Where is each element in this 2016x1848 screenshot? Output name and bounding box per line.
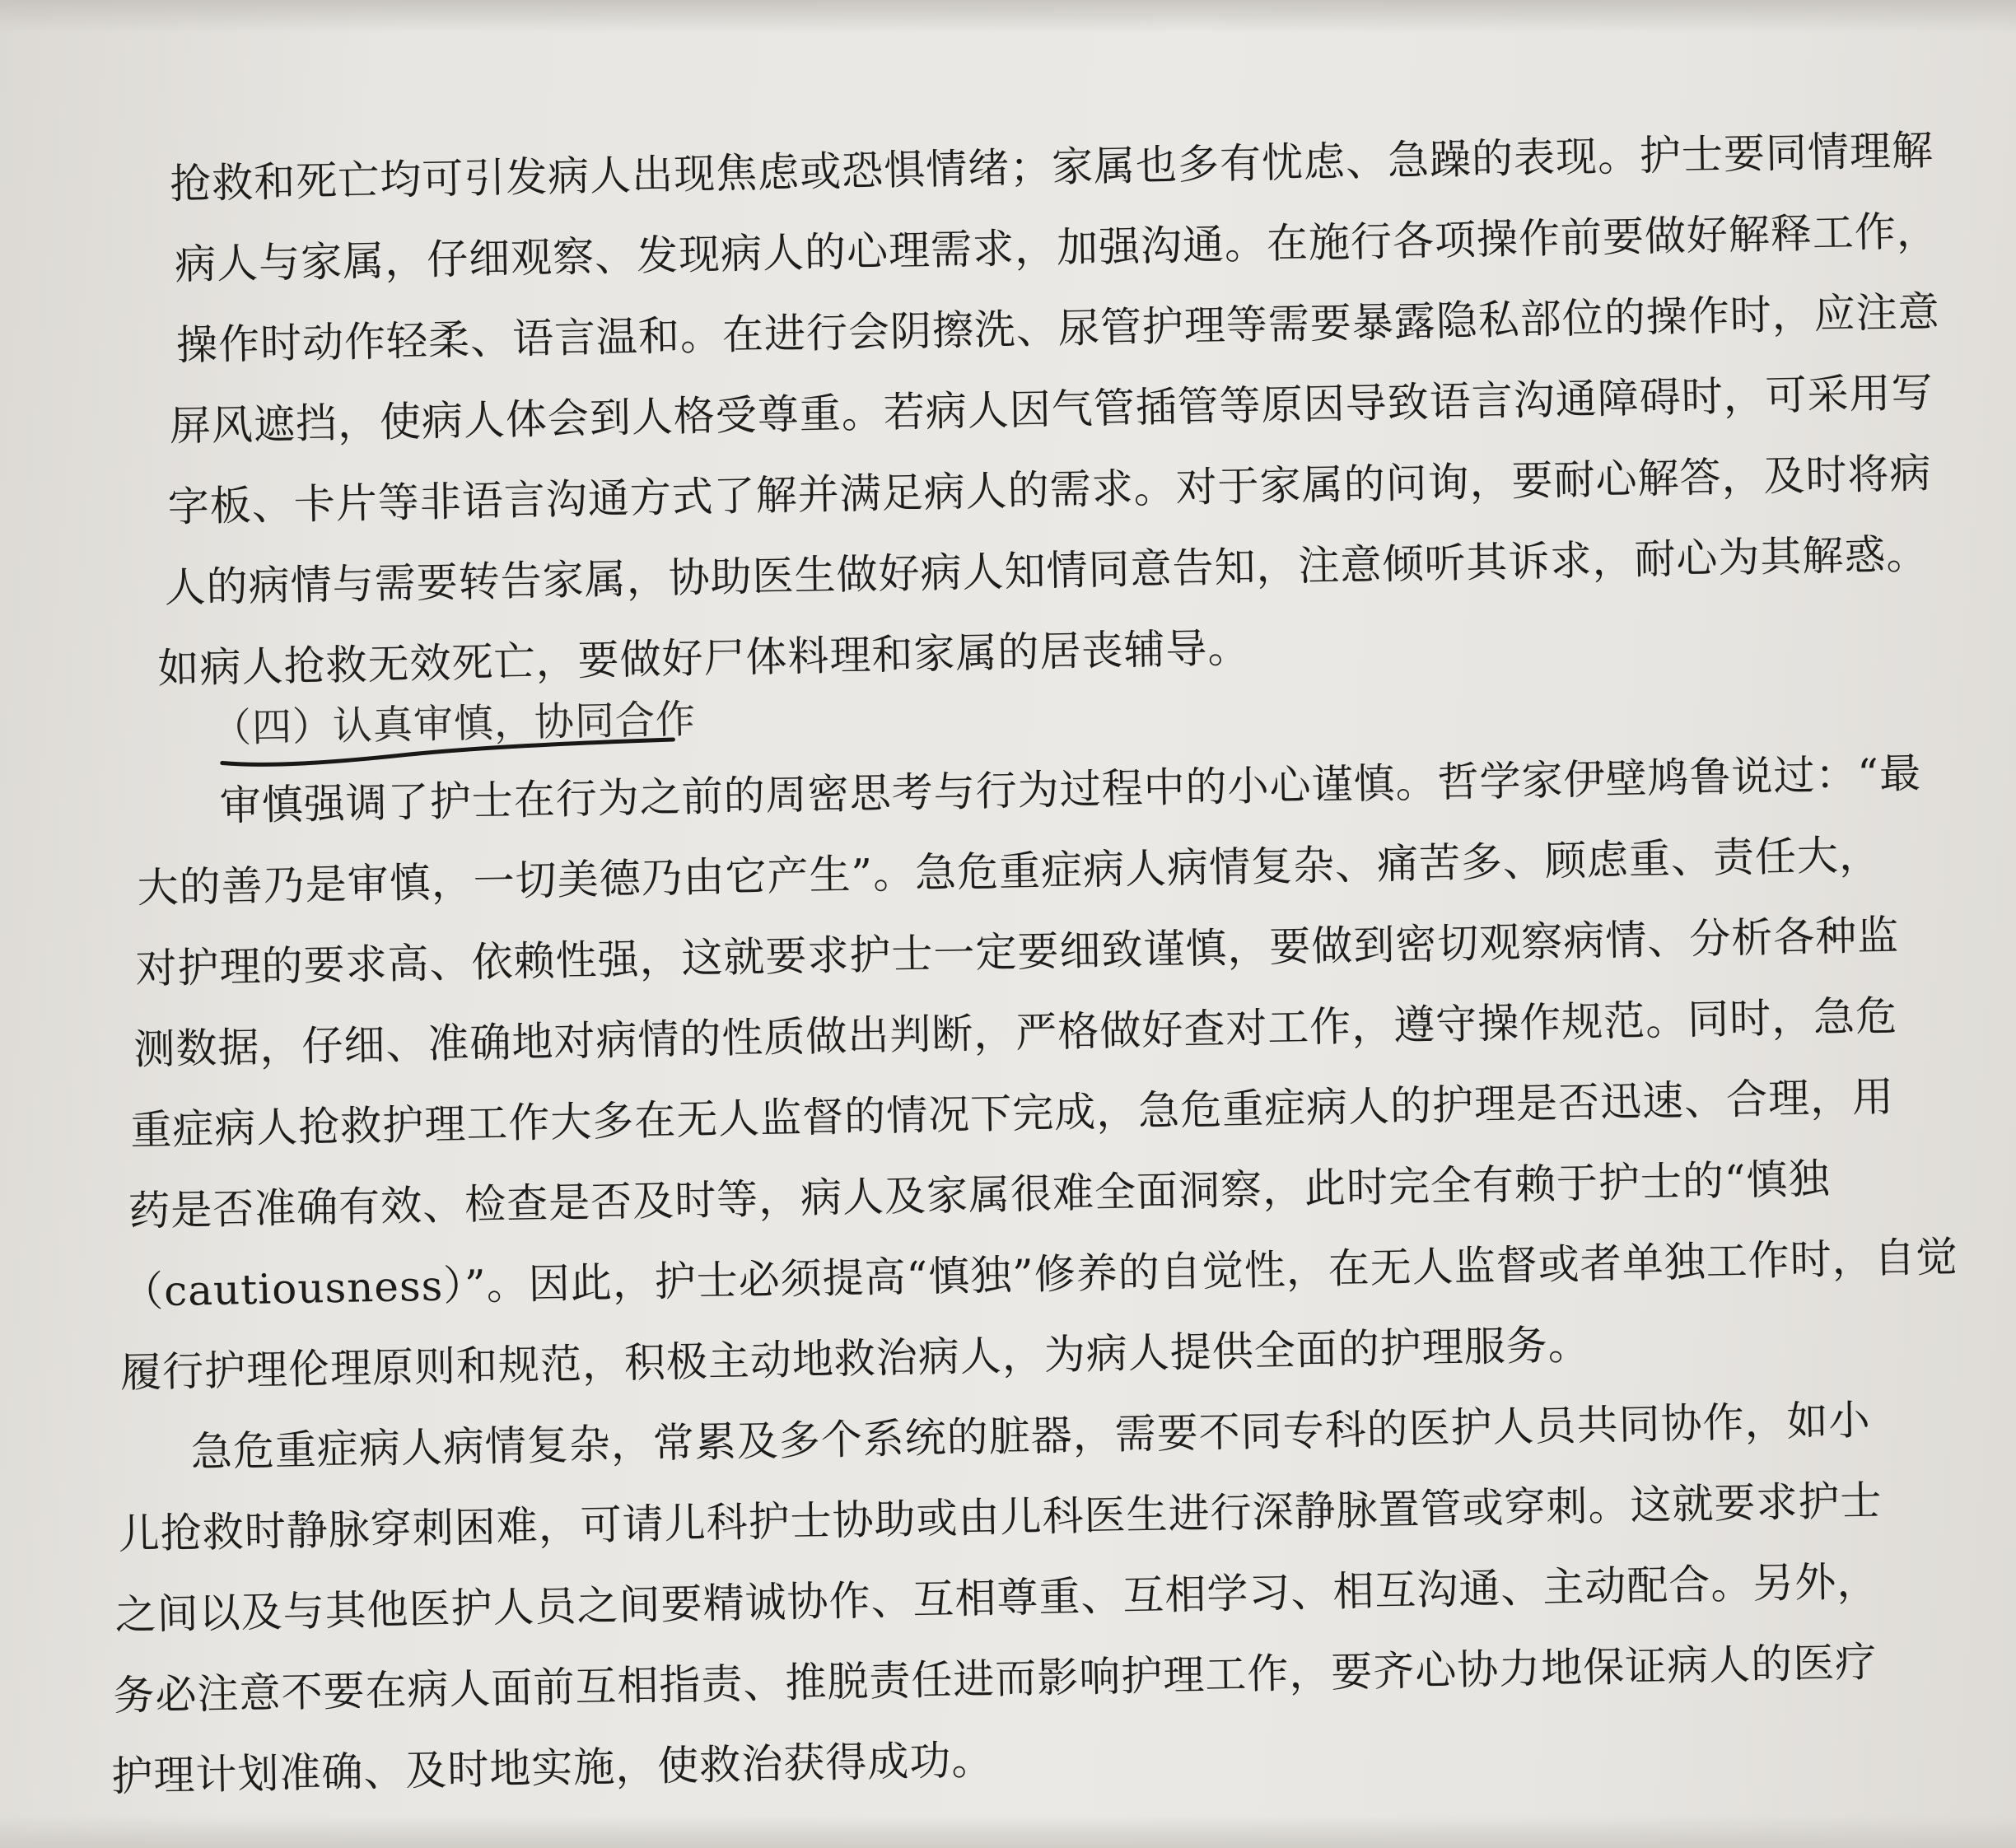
para1-line-1: 抢救和死亡均可引发病人出现焦虑或恐惧情绪；家属也多有忧虑、急躁的表现。护士要同情理解 [169,126,1934,208]
para2-line-6: 药是否准确有效、检查是否及时等，病人及家属很难全面洞察，此时完全有赖于护士的“慎独 [128,1155,1831,1235]
para1-line-3: 操作时动作轻柔、语言温和。在进行会阴擦洗、尿管护理等需要暴露隐私部位的操作时，应注意 [175,287,1941,370]
para2-line-5: 重症病人抢救护理工作大多在无人监督的情况下完成，急危重症病人的护理是否迅速、合理，用 [129,1072,1895,1155]
section-heading: （四）认真审慎，协同合作 [211,696,697,752]
para3-line-1: 急危重症病人病情复杂，常累及多个系统的脏器，需要不同专科的医护人员共同协作，如小 [190,1396,1872,1477]
para3-line-4: 务必注意不要在病人面前互相指责、推脱责任进而影响护理工作，要齐心协力地保证病人的医疗 [112,1638,1878,1720]
para1-line-7: 如病人抢救无效死亡，要做好尸体料理和家属的居丧辅导。 [157,623,1250,693]
para1-line-6: 人的病情与需要转告家属，协助医生做好病人知情同意告知，注意倾听其诉求，耐心为其解惑。 [164,530,1929,612]
para2-line-3: 对护理的要求高、依赖性强，这就要求护士一定要细致谨慎，要做到密切观察病情、分析各种监 [135,911,1900,993]
para2-line-1: 审慎强调了护士在行为之前的周密思考与行为过程中的小心谨慎。哲学家伊壁鸠鲁说过：“最 [219,749,1922,830]
page-top-shadow [0,0,2016,33]
para3-line-2: 儿抢救时静脉穿刺困难，可请儿科护士协助或由儿科医生进行深静脉置管或穿刺。这就要求护士 [118,1477,1883,1559]
para2-line-2: 大的善乃是审慎，一切美德乃由它产生”。急危重症病人病情复杂、痛苦多、顾虑重、责任大， [137,830,1882,912]
para1-line-4: 屏风遮挡，使病人体会到人格受尊重。若病人因气管插管等原因导致语言沟通障碍时，可采用写 [169,368,1934,450]
para2-line-7: （cautiousness）”。因此，护士必须提高“慎独”修养的自觉性，在无人监督或者单独工作时，自觉 [121,1233,1959,1316]
para3-line-3: 之间以及与其他医护人员之间要精诚协作、互相尊重、互相学习、相互沟通、主动配合。另外， [114,1557,1879,1640]
para1-line-5: 字板、卡片等非语言沟通方式了解并满足病人的需求。对于家属的问询，要耐心解答，及时将病 [167,449,1933,531]
para3-line-5: 护理计划准确、及时地实施，使救治获得成功。 [110,1735,994,1801]
para2-line-8: 履行护理伦理原则和规范，积极主动地救治病人，为病人提供全面的护理服务。 [119,1320,1591,1398]
page-bottom-shadow [0,1815,2016,1848]
para1-line-2: 病人与家属，仔细观察、发现病人的心理需求，加强沟通。在施行各项操作前要做好解释工作， [174,207,1939,289]
para2-line-4: 测数据，仔细、准确地对病情的性质做出判断，严格做好查对工作，遵守操作规范。同时，急危 [133,992,1898,1074]
